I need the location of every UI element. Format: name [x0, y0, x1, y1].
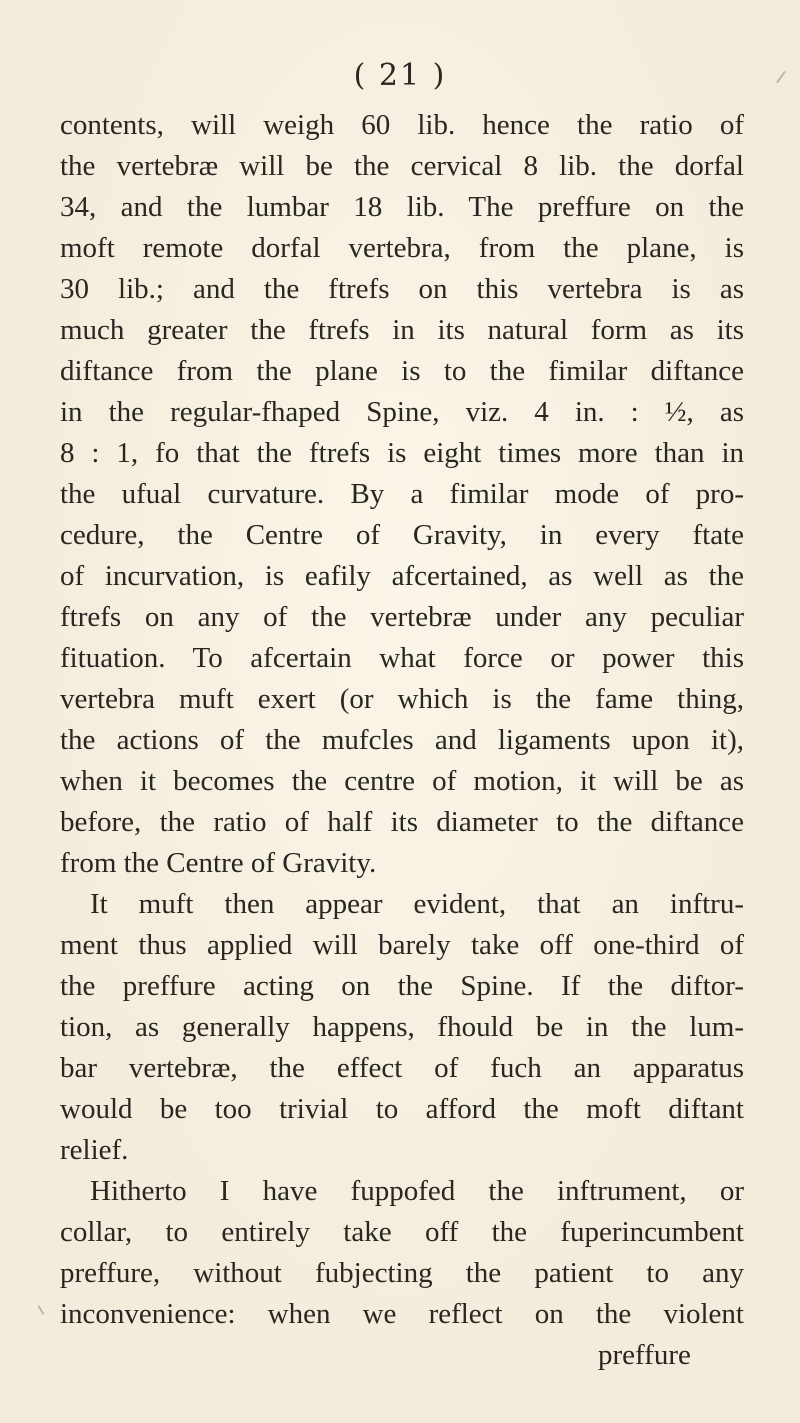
- text-line: diftance from the plane is to the fimilar diftance: [60, 355, 744, 387]
- text-line: relief.: [60, 1134, 129, 1166]
- catchword: preffure: [598, 1339, 691, 1371]
- text-line: the ufual curvature. By a fimilar mode of pro-: [60, 478, 744, 510]
- text-line: 34, and the lumbar 18 lib. The preffure on the: [60, 191, 744, 223]
- text-line: much greater the ftrefs in its natural form as its: [60, 314, 744, 346]
- text-line: of incurvation, is eafily afcertained, as well as the: [60, 560, 744, 592]
- text-line: It muft then appear evident, that an inftru-: [90, 888, 744, 920]
- text-line: cedure, the Centre of Gravity, in every ftate: [60, 519, 744, 551]
- text-line: collar, to entirely take off the fuperincumbent: [60, 1216, 744, 1248]
- text-line: the preffure acting on the Spine. If the diftor-: [60, 970, 744, 1002]
- text-line: would be too trivial to afford the moft diftant: [60, 1093, 744, 1125]
- text-line: preffure, without fubjecting the patient to any: [60, 1257, 744, 1289]
- text-line: inconvenience: when we reflect on the violent: [60, 1298, 744, 1330]
- text-line: 8 : 1, fo that the ftrefs is eight times more than in: [60, 437, 744, 469]
- page-number-header: ( 21 ): [353, 58, 447, 93]
- text-line: moft remote dorfal vertebra, from the plane, is: [60, 232, 744, 264]
- text-line: in the regular-fhaped Spine, viz. 4 in. : ½, as: [60, 396, 744, 428]
- text-line: ment thus applied will barely take off one-third of: [60, 929, 744, 961]
- text-line: ftrefs on any of the vertebræ under any peculiar: [60, 601, 744, 633]
- text-line: bar vertebræ, the effect of fuch an apparatus: [60, 1052, 744, 1084]
- text-line: vertebra muft exert (or which is the fame thing,: [60, 683, 744, 715]
- text-line: the actions of the mufcles and ligaments upon it),: [60, 724, 744, 756]
- text-line: the vertebræ will be the cervical 8 lib. the dorfal: [60, 150, 744, 182]
- paper-speck: [38, 1305, 45, 1315]
- text-line: from the Centre of Gravity.: [60, 847, 377, 879]
- text-line: contents, will weigh 60 lib. hence the ratio of: [60, 109, 744, 141]
- text-line: before, the ratio of half its diameter to the diftance: [60, 806, 744, 838]
- text-line: tion, as generally happens, fhould be in the lum-: [60, 1011, 744, 1043]
- text-line: fituation. To afcertain what force or power this: [60, 642, 744, 674]
- text-line: when it becomes the centre of motion, it will be as: [60, 765, 744, 797]
- text-line: Hitherto I have fuppofed the inftrument, or: [90, 1175, 744, 1207]
- text-line: 30 lib.; and the ftrefs on this vertebra is as: [60, 273, 744, 305]
